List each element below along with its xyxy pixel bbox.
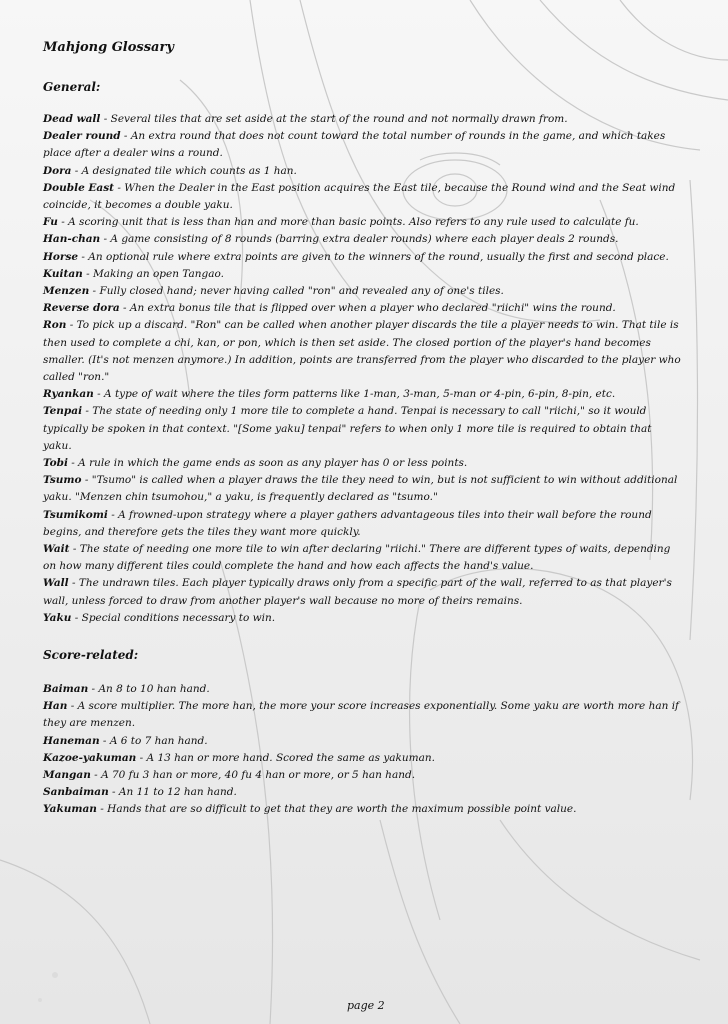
page-number: page 2 — [347, 999, 385, 1012]
glossary-term: Dora — [43, 164, 72, 177]
glossary-term: Dealer round — [43, 130, 121, 143]
glossary-entry — [43, 231, 683, 248]
glossary-term: Kazoe-yakuman — [43, 751, 137, 764]
glossary-definition: - Special conditions necessary to win. — [71, 611, 276, 624]
glossary-definition: - Fully closed hand; never having called "ron" and revealed any of one's tiles. — [89, 285, 504, 298]
glossary-entry — [43, 214, 683, 231]
glossary-entry — [43, 472, 683, 506]
glossary-definition: - An 8 to 10 han hand. — [88, 683, 210, 695]
glossary-entry — [43, 541, 683, 575]
glossary-definition: - A game consisting of 8 rounds (barring extra dealer rounds) where each player deals 2 rounds. — [100, 233, 619, 246]
glossary-entry — [43, 575, 683, 609]
glossary-term: Yaku — [43, 611, 72, 624]
glossary-definition: - A 13 han or more hand. Scored the same as yakuman. — [136, 751, 435, 764]
glossary-definition: - "Tsumo" is called when a player draws the tile they need to win, but is not sufficient to win without additional yaku. "Menzen chin tsumohou," a yaku, is frequently declared as "tsumo." — [43, 474, 678, 504]
glossary-entry — [43, 163, 683, 180]
glossary-term: Baiman — [43, 683, 89, 695]
glossary-entry — [43, 266, 683, 283]
glossary-entry — [43, 681, 683, 698]
glossary-term: Ron — [43, 319, 67, 332]
glossary-term: Mangan — [43, 769, 91, 782]
glossary-term: Tsumo — [43, 474, 82, 487]
glossary-definition: - A 70 fu 3 han or more, 40 fu 4 han or more, or 5 han hand. — [90, 769, 416, 782]
glossary-entry — [43, 784, 683, 801]
glossary-definition: - The state of needing only 1 more tile to complete a hand. Tenpai is necessary to call "riichi," so it would typically be spoken in that context. "[Some yaku] tenpai" refers to when only 1 more tile is required to obtain that yaku. — [43, 405, 652, 452]
glossary-entry — [43, 386, 683, 403]
glossary-definition: - A type of wait where the tiles form patterns like 1-man, 3-man, 5-man or 4-pin, 6-pin, 8-pin, etc. — [93, 388, 616, 401]
glossary-term: Double East — [43, 181, 114, 194]
glossary-definition: - When the Dealer in the East position acquires the East tile, because the Round wind and the Seat wind coincide, it becomes a double yaku. — [43, 181, 676, 212]
glossary-entry — [43, 750, 683, 767]
glossary-definition: - Making an open Tangao. — [82, 267, 224, 280]
glossary-entry — [43, 249, 683, 266]
general-glossary-list — [43, 111, 683, 627]
glossary-definition: - A score multiplier. The more han, the more your score increases exponentially. Some yaku are worth more han if they are menzen. — [43, 700, 679, 730]
glossary-definition: - Several tiles that are set aside at the start of the round and not normally drawn from. — [100, 113, 568, 125]
glossary-definition: - A designated tile which counts as 1 han. — [71, 164, 297, 177]
glossary-term: Kuitan — [43, 267, 83, 280]
glossary-entry — [43, 180, 683, 214]
glossary-entry — [43, 111, 683, 128]
glossary-term: Han-chan — [43, 233, 101, 246]
glossary-definition: - To pick up a discard. "Ron" can be called when another player discards the tile a player needs to win. That tile is then used to complete a chi, kan, or pon, which is then set aside. The closed portion of the player's hand becomes smaller. (It's not menzen anymore.) In addition, points are transferred from the player who discarded to the player who called "ron." — [43, 319, 681, 384]
glossary-term: Tsumikomi — [43, 508, 108, 521]
glossary-entry — [43, 455, 683, 472]
glossary-definition: - A scoring unit that is less than han and more than basic points. Also refers to any rule used to calculate fu. — [57, 216, 639, 229]
glossary-term: Dead wall — [43, 113, 101, 125]
glossary-definition: - The undrawn tiles. Each player typically draws only from a specific part of the wall, referred to as that player's wall, unless forced to draw from another player's wall because no more of theirs remains. — [43, 577, 672, 607]
glossary-entry — [43, 801, 683, 818]
glossary-entry — [43, 317, 683, 386]
glossary-definition: - Hands that are so difficult to get that they are worth the maximum possible point value. — [96, 803, 577, 816]
glossary-term: Wall — [43, 577, 69, 590]
glossary-definition: - An extra round that does not count toward the total number of rounds in the game, and which takes place after a dealer wins a round. — [43, 130, 666, 160]
glossary-definition: - A rule in which the game ends as soon as any player has 0 or less points. — [67, 457, 468, 470]
glossary-entry — [43, 403, 683, 455]
glossary-definition: - An extra bonus tile that is flipped over when a player who declared "riichi" wins the round. — [119, 302, 616, 315]
document-title: Mahjong Glossary — [43, 40, 174, 55]
glossary-term: Reverse dora — [43, 302, 120, 315]
glossary-term: Menzen — [43, 285, 90, 298]
glossary-entry — [43, 767, 683, 784]
glossary-entry — [43, 507, 683, 541]
glossary-term: Yakuman — [43, 803, 97, 816]
glossary-entry — [43, 300, 683, 317]
glossary-term: Tobi — [43, 457, 68, 470]
glossary-term: Wait — [43, 543, 70, 556]
glossary-term: Han — [43, 700, 68, 713]
glossary-entry — [43, 698, 683, 732]
glossary-entry — [43, 128, 683, 162]
glossary-entry — [43, 283, 683, 300]
glossary-term: Sanbaiman — [43, 786, 109, 799]
score-glossary-list — [43, 681, 683, 819]
glossary-definition: - A frowned-upon strategy where a player gathers advantageous tiles into their wall before the round begins, and therefore gets the tiles they want more quickly. — [43, 508, 652, 538]
section-heading-general: General: — [43, 80, 101, 94]
glossary-term: Tenpai — [43, 405, 83, 418]
glossary-definition: - An 11 to 12 han hand. — [108, 786, 237, 799]
glossary-definition: - A 6 to 7 han hand. — [99, 734, 208, 747]
glossary-term: Fu — [43, 216, 58, 229]
section-heading-score: Score-related: — [43, 648, 139, 662]
glossary-entry — [43, 733, 683, 750]
glossary-term: Haneman — [43, 734, 100, 747]
glossary-term: Ryankan — [43, 388, 94, 401]
glossary-definition: - An optional rule where extra points are given to the winners of the round, usually the first and second place. — [78, 250, 669, 263]
glossary-definition: - The state of needing one more tile to win after declaring "riichi." There are different types of waits, depending on how many different tiles could complete the hand and how each affects the hand's value. — [43, 543, 671, 573]
glossary-term: Horse — [43, 250, 79, 263]
glossary-entry — [43, 610, 683, 627]
